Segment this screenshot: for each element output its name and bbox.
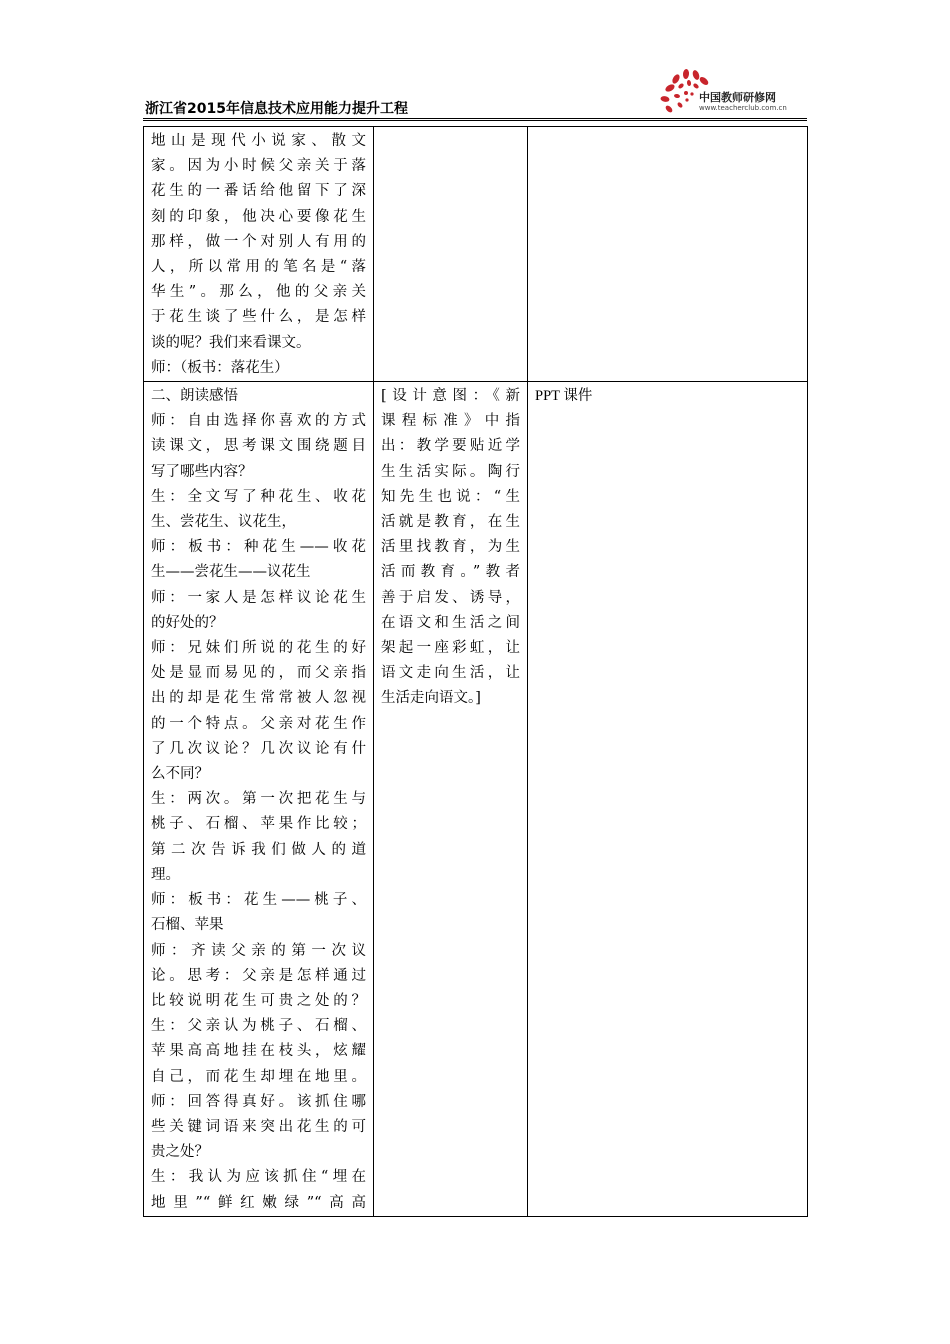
text-line: 师：回答得真好。该抓住哪 xyxy=(151,1093,366,1110)
text-line: 架起一座彩虹，让 xyxy=(381,640,520,657)
resources-cell xyxy=(528,127,808,382)
text-line: 活而教育。”教者 xyxy=(381,564,520,581)
text-line: 出：教学要贴近学 xyxy=(381,438,520,455)
text-line: 师：一家人是怎样议论花生 xyxy=(151,589,366,606)
table-row xyxy=(144,382,808,1217)
lesson-plan-table xyxy=(143,126,808,1217)
text-line: 些关键词语来突出花生的可 xyxy=(151,1118,366,1135)
design-intent-cell xyxy=(374,382,528,1217)
text-line: 师：自由选择你喜欢的方式 xyxy=(151,413,366,430)
text-line: 生：父亲认为桃子、石榴、 xyxy=(151,1018,366,1035)
text-line: 理。 xyxy=(151,866,180,883)
text-line: 出的却是花生常常被人忽视 xyxy=(151,690,366,707)
text-line: 的好处的？ xyxy=(151,614,224,631)
text-line: 华生”。那么，他的父亲关 xyxy=(151,284,366,301)
text-line: 比较说明花生可贵之处的？ xyxy=(151,992,366,1009)
teaching-process-cell xyxy=(144,382,374,1217)
text-line: 苹果高高地挂在枝头，炫耀 xyxy=(151,1043,366,1060)
text-line: 地山是现代小说家、散文 xyxy=(151,133,366,149)
text-line: 在语文和生活之间 xyxy=(381,614,520,631)
logo-url: www.teacherclub.com.cn xyxy=(699,104,787,112)
text-line: 师：板书：种花生——收花 xyxy=(151,539,366,556)
text-line: 生活走向语文。] xyxy=(381,690,481,707)
text-line: 处是显而易见的，而父亲指 xyxy=(151,665,366,682)
text-line: 生：两次。第一次把花生与 xyxy=(151,791,366,808)
text-line: 生生活实际。陶行 xyxy=(381,463,520,480)
ppt-courseware-label: PPT 课件 xyxy=(535,388,593,405)
text-line: 花生的一番话给他留下了深 xyxy=(151,183,366,200)
text-line: 活里找教育，为生 xyxy=(381,539,520,556)
text-line: 师：兄妹们所说的花生的好 xyxy=(151,640,366,657)
text-line: 石榴、苹果 xyxy=(151,917,224,934)
text-line: 论。思考：父亲是怎样通过 xyxy=(151,967,366,984)
text-line: 语文走向生活，让 xyxy=(381,665,520,682)
text-line: 师：板书：花生——桃子、 xyxy=(151,892,366,909)
header-title: 浙江省2015年信息技术应用能力提升工程 xyxy=(145,101,408,117)
text-line: 课程标准》中指 xyxy=(381,413,520,430)
text-line: 生：我认为应该抓住“埋在 xyxy=(151,1169,366,1186)
text-line: [设计意图：《新 xyxy=(381,388,520,405)
text-line: 贵之处？ xyxy=(151,1144,209,1161)
text-line: 人，所以常用的笔名是“落 xyxy=(151,259,366,276)
text-line: 的一个特点。父亲对花生作 xyxy=(151,715,366,732)
text-line: 生——尝花生——议花生 xyxy=(151,564,311,581)
header-rule xyxy=(143,118,807,119)
text-line: 桃子、石榴、苹果作比较； xyxy=(151,816,366,833)
text-line: 于花生谈了些什么，是怎样 xyxy=(151,309,366,326)
text-line: 写了哪些内容？ xyxy=(151,463,253,480)
text-line: 师：齐读父亲的第一次议 xyxy=(151,942,366,959)
text-line: 知先生也说：“生 xyxy=(381,488,520,505)
text-line: 二、朗读感悟 xyxy=(151,388,238,405)
logo-name: 中国教师研修网 xyxy=(699,91,776,104)
text-line: 么不同？ xyxy=(151,766,209,783)
text-line: 师：（板书：落花生） xyxy=(151,359,289,376)
teaching-process-cell xyxy=(144,127,374,382)
text-line: 刻的印象，他决心要像花生 xyxy=(151,208,366,225)
text-line: 那样，做一个对别人有用的 xyxy=(151,233,366,250)
text-line: 地里”“鲜红嫩绿”“高高 xyxy=(151,1194,366,1211)
text-line: 谈的呢？我们来看课文。 xyxy=(151,334,311,351)
text-line: 家。因为小时候父亲关于落 xyxy=(151,158,366,175)
design-intent-cell xyxy=(374,127,528,382)
text-line: 生、尝花生、议花生， xyxy=(151,514,296,531)
header-rule-second xyxy=(143,120,807,121)
text-line: 善于启发、诱导， xyxy=(381,589,520,606)
text-line: 活就是教育，在生 xyxy=(381,514,520,531)
text-line: 生：全文写了种花生、收花 xyxy=(151,488,366,505)
table-row xyxy=(144,127,808,382)
text-line: 读课文，思考课文围绕题目 xyxy=(151,438,366,455)
text-line: 自己，而花生却埋在地里。 xyxy=(151,1068,366,1085)
text-line: 第二次告诉我们做人的道 xyxy=(151,841,366,858)
resources-cell xyxy=(528,382,808,1217)
text-line: 了几次议论？几次议论有什 xyxy=(151,740,366,757)
